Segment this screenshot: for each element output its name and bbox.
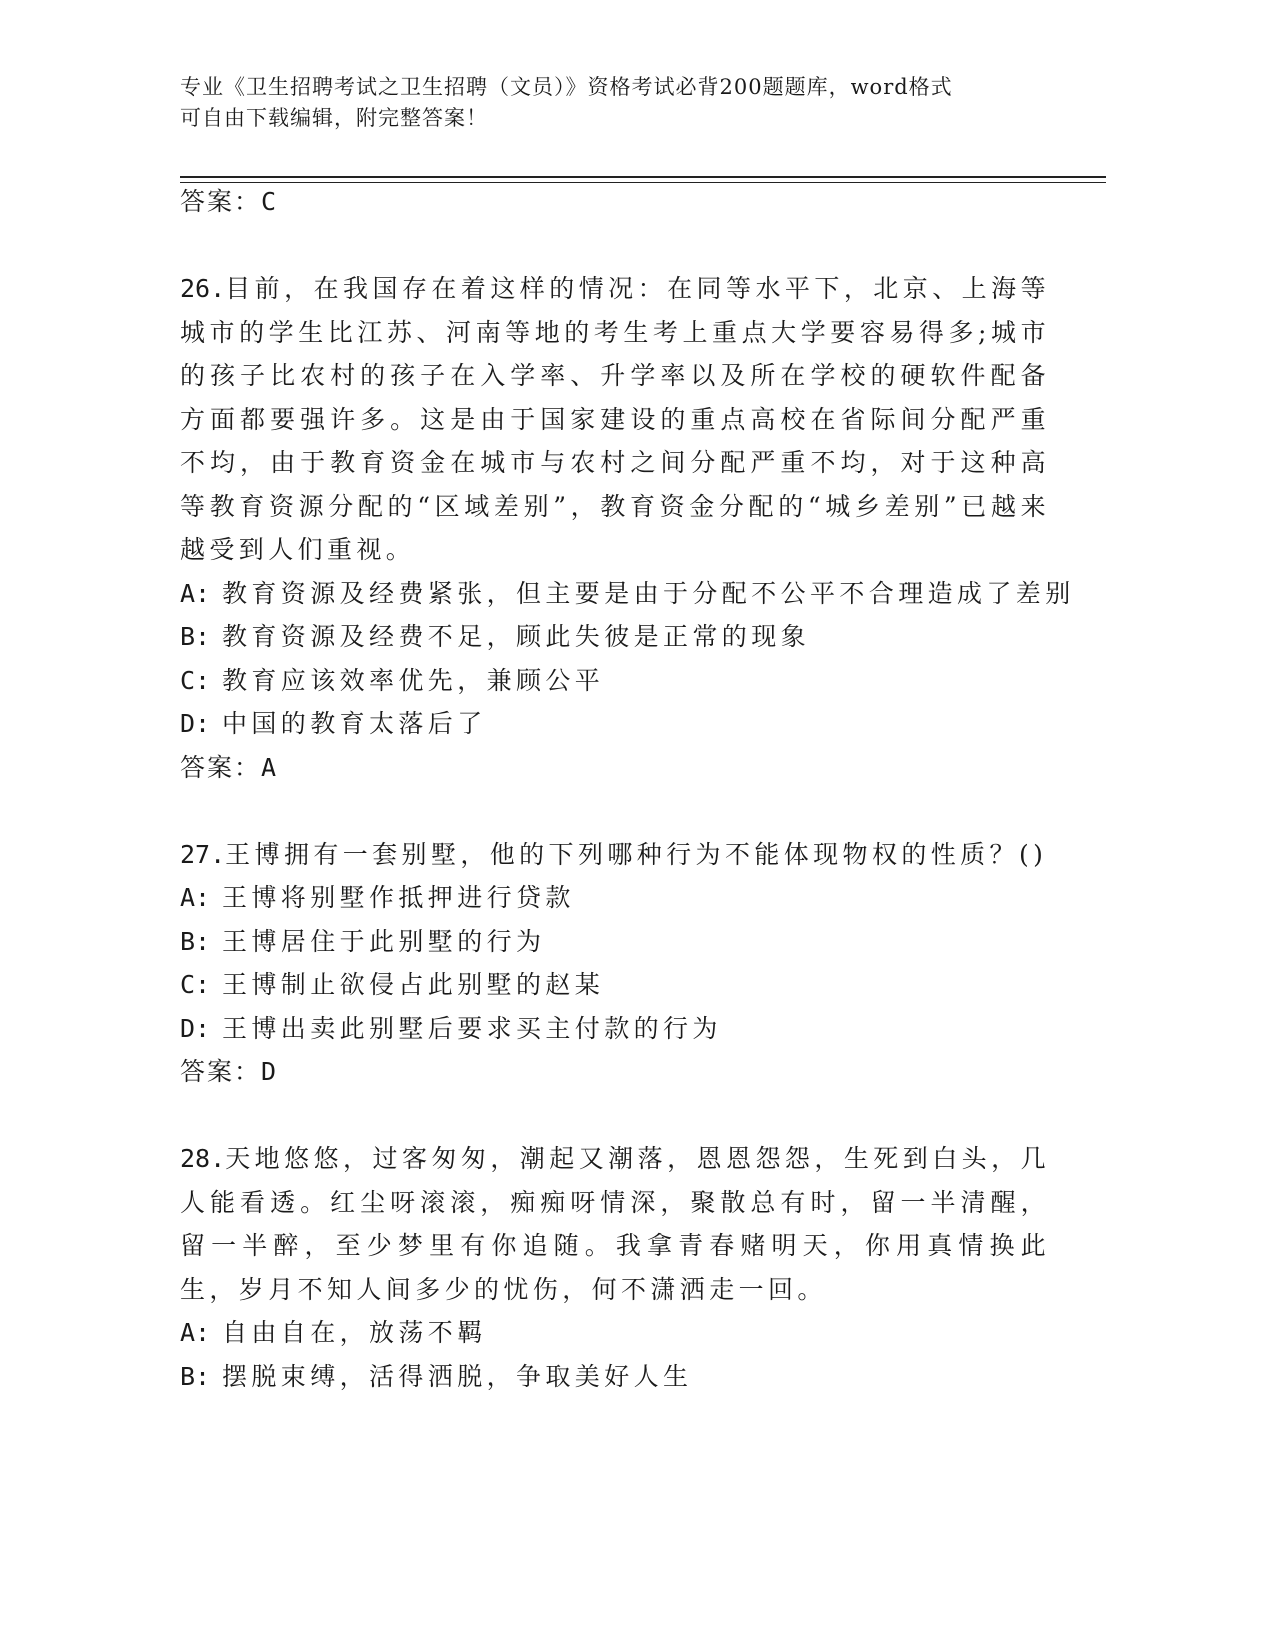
option-text: 教育资源及经费不足，顾此失彼是正常的现象 bbox=[222, 622, 811, 651]
option-text: 中国的教育太落后了 bbox=[222, 709, 487, 738]
option-key: C: bbox=[180, 665, 211, 695]
question-text bbox=[180, 1137, 1050, 1311]
header-line-2: 可自由下载编辑，附完整答案！ bbox=[180, 106, 488, 130]
option-text: 教育资源及经费紧张，但主要是由于分配不公平不合理造成了差别 bbox=[222, 578, 1075, 608]
option-c bbox=[180, 963, 1050, 1007]
spacer bbox=[180, 224, 1050, 267]
option-b bbox=[180, 920, 1050, 964]
option-text: 王博制止欲侵占此别墅的赵某 bbox=[222, 970, 605, 999]
answer-label: 答案： bbox=[180, 752, 262, 782]
answer-value: C bbox=[261, 187, 278, 216]
option-text: 王博居住于此别墅的行为 bbox=[222, 926, 546, 956]
option-d bbox=[180, 702, 1050, 746]
option-b bbox=[180, 1355, 1050, 1399]
answer-label: 答案： bbox=[180, 1057, 262, 1086]
option-key: A: bbox=[180, 1318, 211, 1347]
option-key: D: bbox=[180, 709, 211, 738]
document-body bbox=[180, 180, 1075, 1398]
option-key: B: bbox=[180, 622, 211, 651]
answer-value: A bbox=[261, 752, 278, 782]
option-a bbox=[180, 572, 1075, 616]
page-header bbox=[180, 72, 1040, 134]
question-number: 28. bbox=[180, 1144, 226, 1173]
header-line-1: 专业《卫生招聘考试之卫生招聘（文员）》资格考试必背200题题库，word格式 bbox=[180, 75, 953, 99]
header-divider-thick bbox=[180, 176, 1106, 178]
spacer bbox=[180, 1094, 1050, 1137]
question-body: 王博拥有一套别墅，他的下列哪种行为不能体现物权的性质？() bbox=[225, 839, 1048, 869]
option-key: A: bbox=[180, 578, 211, 608]
option-text: 摆脱束缚，活得洒脱，争取美好人生 bbox=[222, 1361, 693, 1391]
answer-value: D bbox=[261, 1057, 278, 1086]
option-text: 教育应该效率优先，兼顾公平 bbox=[222, 665, 605, 695]
option-text: 自由自在，放荡不羁 bbox=[222, 1318, 487, 1347]
answer-line bbox=[180, 746, 1050, 790]
option-key: B: bbox=[180, 1361, 211, 1391]
question-26 bbox=[180, 267, 1075, 790]
question-number: 26. bbox=[180, 274, 226, 303]
option-text: 王博出卖此别墅后要求买主付款的行为 bbox=[222, 1013, 722, 1043]
option-text: 王博将别墅作抵押进行贷款 bbox=[222, 883, 575, 912]
option-a bbox=[180, 1311, 1050, 1355]
question-text bbox=[180, 833, 1050, 877]
spacer bbox=[180, 790, 1050, 833]
question-number: 27. bbox=[180, 839, 226, 869]
question-28 bbox=[180, 1137, 1050, 1398]
option-key: C: bbox=[180, 970, 211, 999]
question-text bbox=[180, 267, 1050, 572]
option-a bbox=[180, 876, 1050, 920]
question-27 bbox=[180, 833, 1050, 1095]
answer-line bbox=[180, 1050, 1050, 1094]
option-key: B: bbox=[180, 926, 211, 956]
option-key: A: bbox=[180, 883, 211, 912]
answer-label: 答案： bbox=[180, 187, 262, 216]
option-key: D: bbox=[180, 1013, 211, 1043]
question-body: 目前，在我国存在着这样的情况：在同等水平下，北京、上海等城市的学生比江苏、河南等地的考生考上重点大学要容易得多;城市的孩子比农村的孩子在入学率、升学率以及所在学校的硬软件配备方面都要强许多。这是由于国家建设的重点高校在省际间分配严重不均，由于教育资金在城市与农村之间分配严重不均，对于这种高等教育资源分配的“区域差别”，教育资金分配的“城乡差别”已越来越受到人们重视。 bbox=[180, 274, 1050, 564]
question-body: 天地悠悠，过客匆匆，潮起又潮落，恩恩怨怨，生死到白头，几人能看透。红尘呀滚滚，痴痴呀情深，聚散总有时，留一半清醒，留一半醉，至少梦里有你追随。我拿青春赌明天，你用真情换此生，岁月不知人间多少的忧伤，何不潇洒走一回。 bbox=[180, 1144, 1050, 1304]
option-c bbox=[180, 659, 1050, 703]
answer-line bbox=[180, 180, 1050, 224]
option-b bbox=[180, 615, 1050, 659]
option-d bbox=[180, 1007, 1050, 1051]
